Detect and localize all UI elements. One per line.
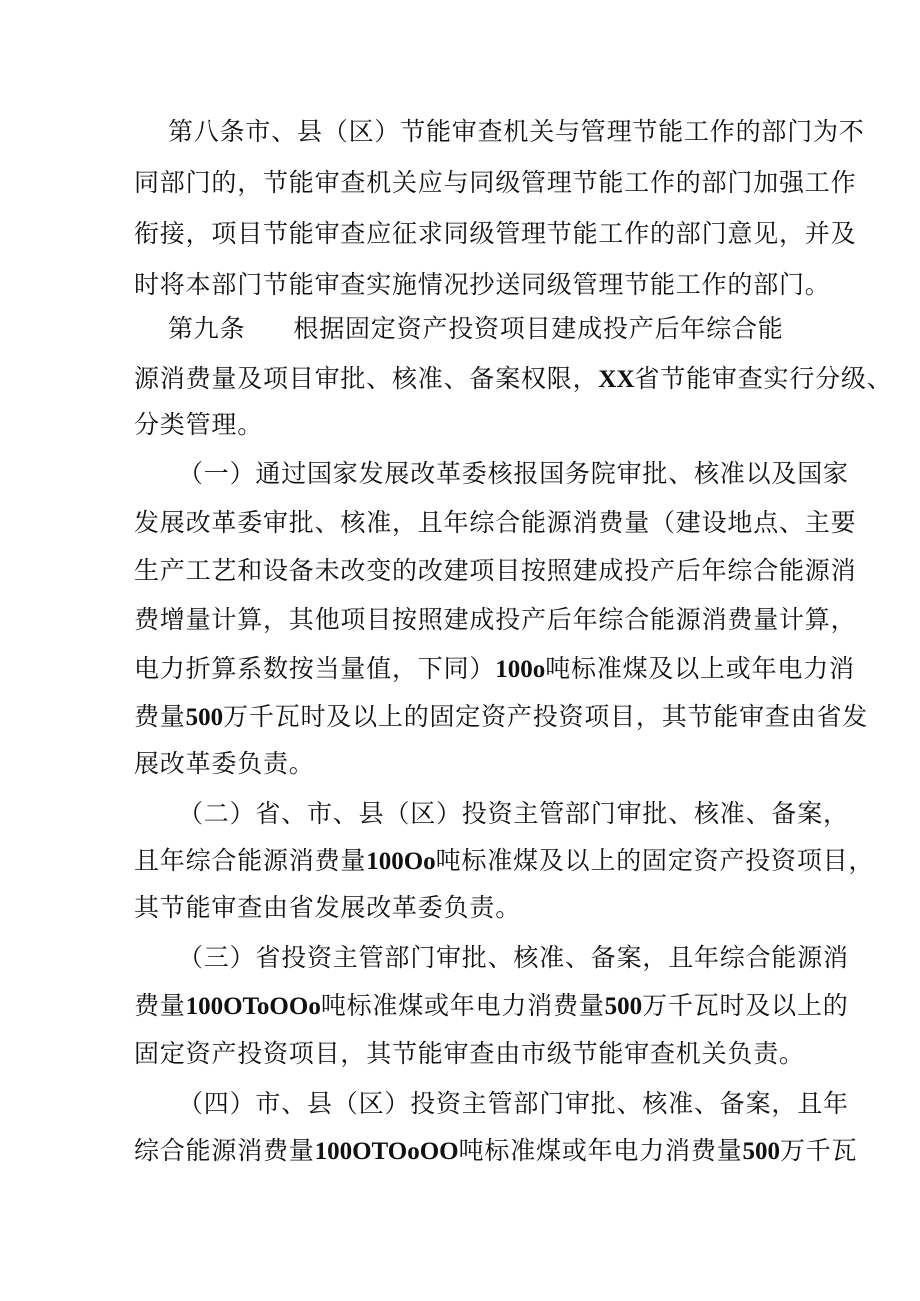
article-9-line-1: 第九条 根据固定资产投资项目建成投产后年综合能 <box>168 314 784 343</box>
clause-2-line-2: 且年综合能源消费量100Oo吨标准煤及以上的固定资产投资项目， <box>134 846 875 875</box>
clause-3-line-2: 费量100OToOOo吨标准煤或年电力消费量500万千瓦时及以上的 <box>134 991 849 1020</box>
clause-3-line-1: （三）省投资主管部门审批、核准、备案，且年综合能源消 <box>178 943 849 972</box>
clause-1-line-5: 电力折算系数按当量值，下同）100o吨标准煤及以上或年电力消 <box>134 654 855 683</box>
article-8-line-1: 第八条市、县（区）节能审查机关与管理节能工作的部门为不 <box>168 117 865 146</box>
article-9-line-3: 分类管理。 <box>134 410 264 439</box>
clause-3-line-3: 固定资产投资项目，其节能审查由市级节能审查机关负责。 <box>134 1039 805 1068</box>
article-9-line-2: 源消费量及项目审批、核准、备案权限，XX省节能审查实行分级、 <box>134 364 893 393</box>
clause-1-line-6: 费量500万千瓦时及以上的固定资产投资项目，其节能审查由省发 <box>134 702 869 731</box>
article-9-heading: 第九条 <box>168 314 246 343</box>
article-8-line-3: 衔接，项目节能审查应征求同级管理节能工作的部门意见，并及 <box>134 219 857 248</box>
clause-1-line-2: 发展改革委审批、核准，且年综合能源消费量（建设地点、主要 <box>134 508 857 537</box>
clause-2-line-3: 其节能审查由省发展改革委负责。 <box>134 893 522 922</box>
article-8-line-2: 同部门的，节能审查机关应与同级管理节能工作的部门加强工作 <box>134 168 857 197</box>
clause-1-line-3: 生产工艺和设备未改变的改建项目按照建成投产后年综合能源消 <box>134 556 857 585</box>
clause-4-line-1: （四）市、县（区）投资主管部门审批、核准、备案，且年 <box>178 1089 849 1118</box>
article-8-line-4: 时将本部门节能审查实施情况抄送同级管理节能工作的部门。 <box>134 270 831 299</box>
clause-1-line-1: （一）通过国家发展改革委核报国务院审批、核准以及国家 <box>178 459 849 488</box>
clause-1-line-7: 展改革委负责。 <box>134 749 315 778</box>
clause-4-line-2: 综合能源消费量100OTOoOO吨标准煤或年电力消费量500万千瓦 <box>134 1136 858 1165</box>
clause-1-line-4: 费增量计算，其他项目按照建成投产后年综合能源消费量计算， <box>134 605 857 634</box>
clause-2-line-1: （二）省、市、县（区）投资主管部门审批、核准、备案， <box>178 799 849 828</box>
